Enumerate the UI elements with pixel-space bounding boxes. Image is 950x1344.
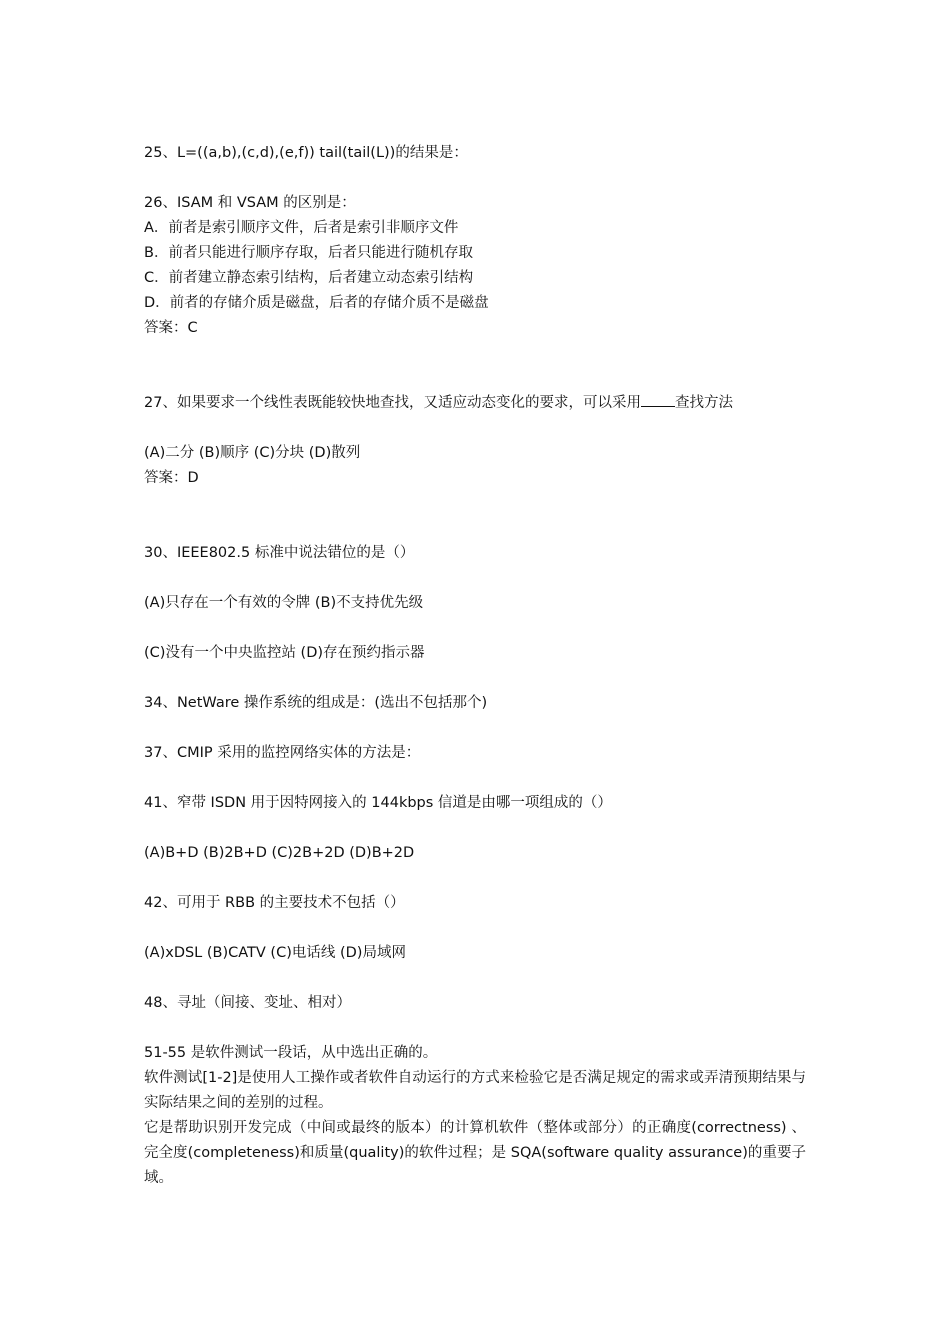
question-27-text-after: 查找方法: [674, 395, 733, 411]
question-26-option-b: B．前者只能进行顺序存取，后者只能进行随机存取: [144, 245, 473, 261]
question-26-option-c: C．前者建立静态索引结构，后者建立动态索引结构: [144, 270, 474, 286]
question-30-options-2: (C)没有一个中央监控站 (D)存在预约指示器: [144, 645, 425, 661]
question-30: 30、IEEE802.5 标准中说法错位的是（）: [144, 545, 415, 561]
question-27: [144, 391, 806, 416]
answer-blank: [641, 392, 675, 407]
question-37: 37、CMIP 采用的监控网络实体的方法是：: [144, 745, 421, 761]
question-26: 26、ISAM 和 VSAM 的区别是：: [144, 195, 356, 211]
question-42-options: (A)xDSL (B)CATV (C)电话线 (D)局域网: [144, 945, 406, 961]
question-48: 48、寻址（间接、变址、相对）: [144, 995, 351, 1011]
question-27-text-before: 27、如果要求一个线性表既能较快地查找，又适应动态变化的要求，可以采用: [144, 395, 641, 411]
question-27-answer: 答案：D: [144, 470, 199, 486]
question-25: 25、L=((a,b),(c,d),(e,f)) tail(tail(L))的结果是：: [144, 145, 468, 161]
question-51-intro: 51-55 是软件测试一段话，从中选出正确的。: [144, 1045, 438, 1061]
question-27-options: (A)二分 (B)顺序 (C)分块 (D)散列: [144, 445, 361, 461]
question-51-paragraph-1: 软件测试[1-2]是使用人工操作或者软件自动运行的方式来检验它是否满足规定的需求或弄清预期结果与实际结果之间的差别的过程。: [144, 1070, 806, 1111]
question-42: 42、可用于 RBB 的主要技术不包括（）: [144, 895, 405, 911]
question-41: 41、窄带 ISDN 用于因特网接入的 144kbps 信道是由哪一项组成的（）: [144, 795, 612, 811]
question-26-option-a: A．前者是索引顺序文件，后者是索引非顺序文件: [144, 220, 459, 236]
question-34: 34、NetWare 操作系统的组成是：(选出不包括那个): [144, 695, 488, 711]
question-41-options: (A)B+D (B)2B+D (C)2B+2D (D)B+2D: [144, 845, 415, 861]
question-51-paragraph-2: 它是帮助识别开发完成（中间或最终的版本）的计算机软件（整体或部分）的正确度(correctness) 、完全度(completeness)和质量(quality)的软件过程；是 SQA(software quality assurance)的重要子域。: [144, 1120, 806, 1186]
question-30-options-1: (A)只存在一个有效的令牌 (B)不支持优先级: [144, 595, 424, 611]
question-26-option-d: D．前者的存储介质是磁盘，后者的存储介质不是磁盘: [144, 295, 489, 311]
document-body: [144, 141, 806, 1191]
question-26-answer: 答案：C: [144, 320, 198, 336]
